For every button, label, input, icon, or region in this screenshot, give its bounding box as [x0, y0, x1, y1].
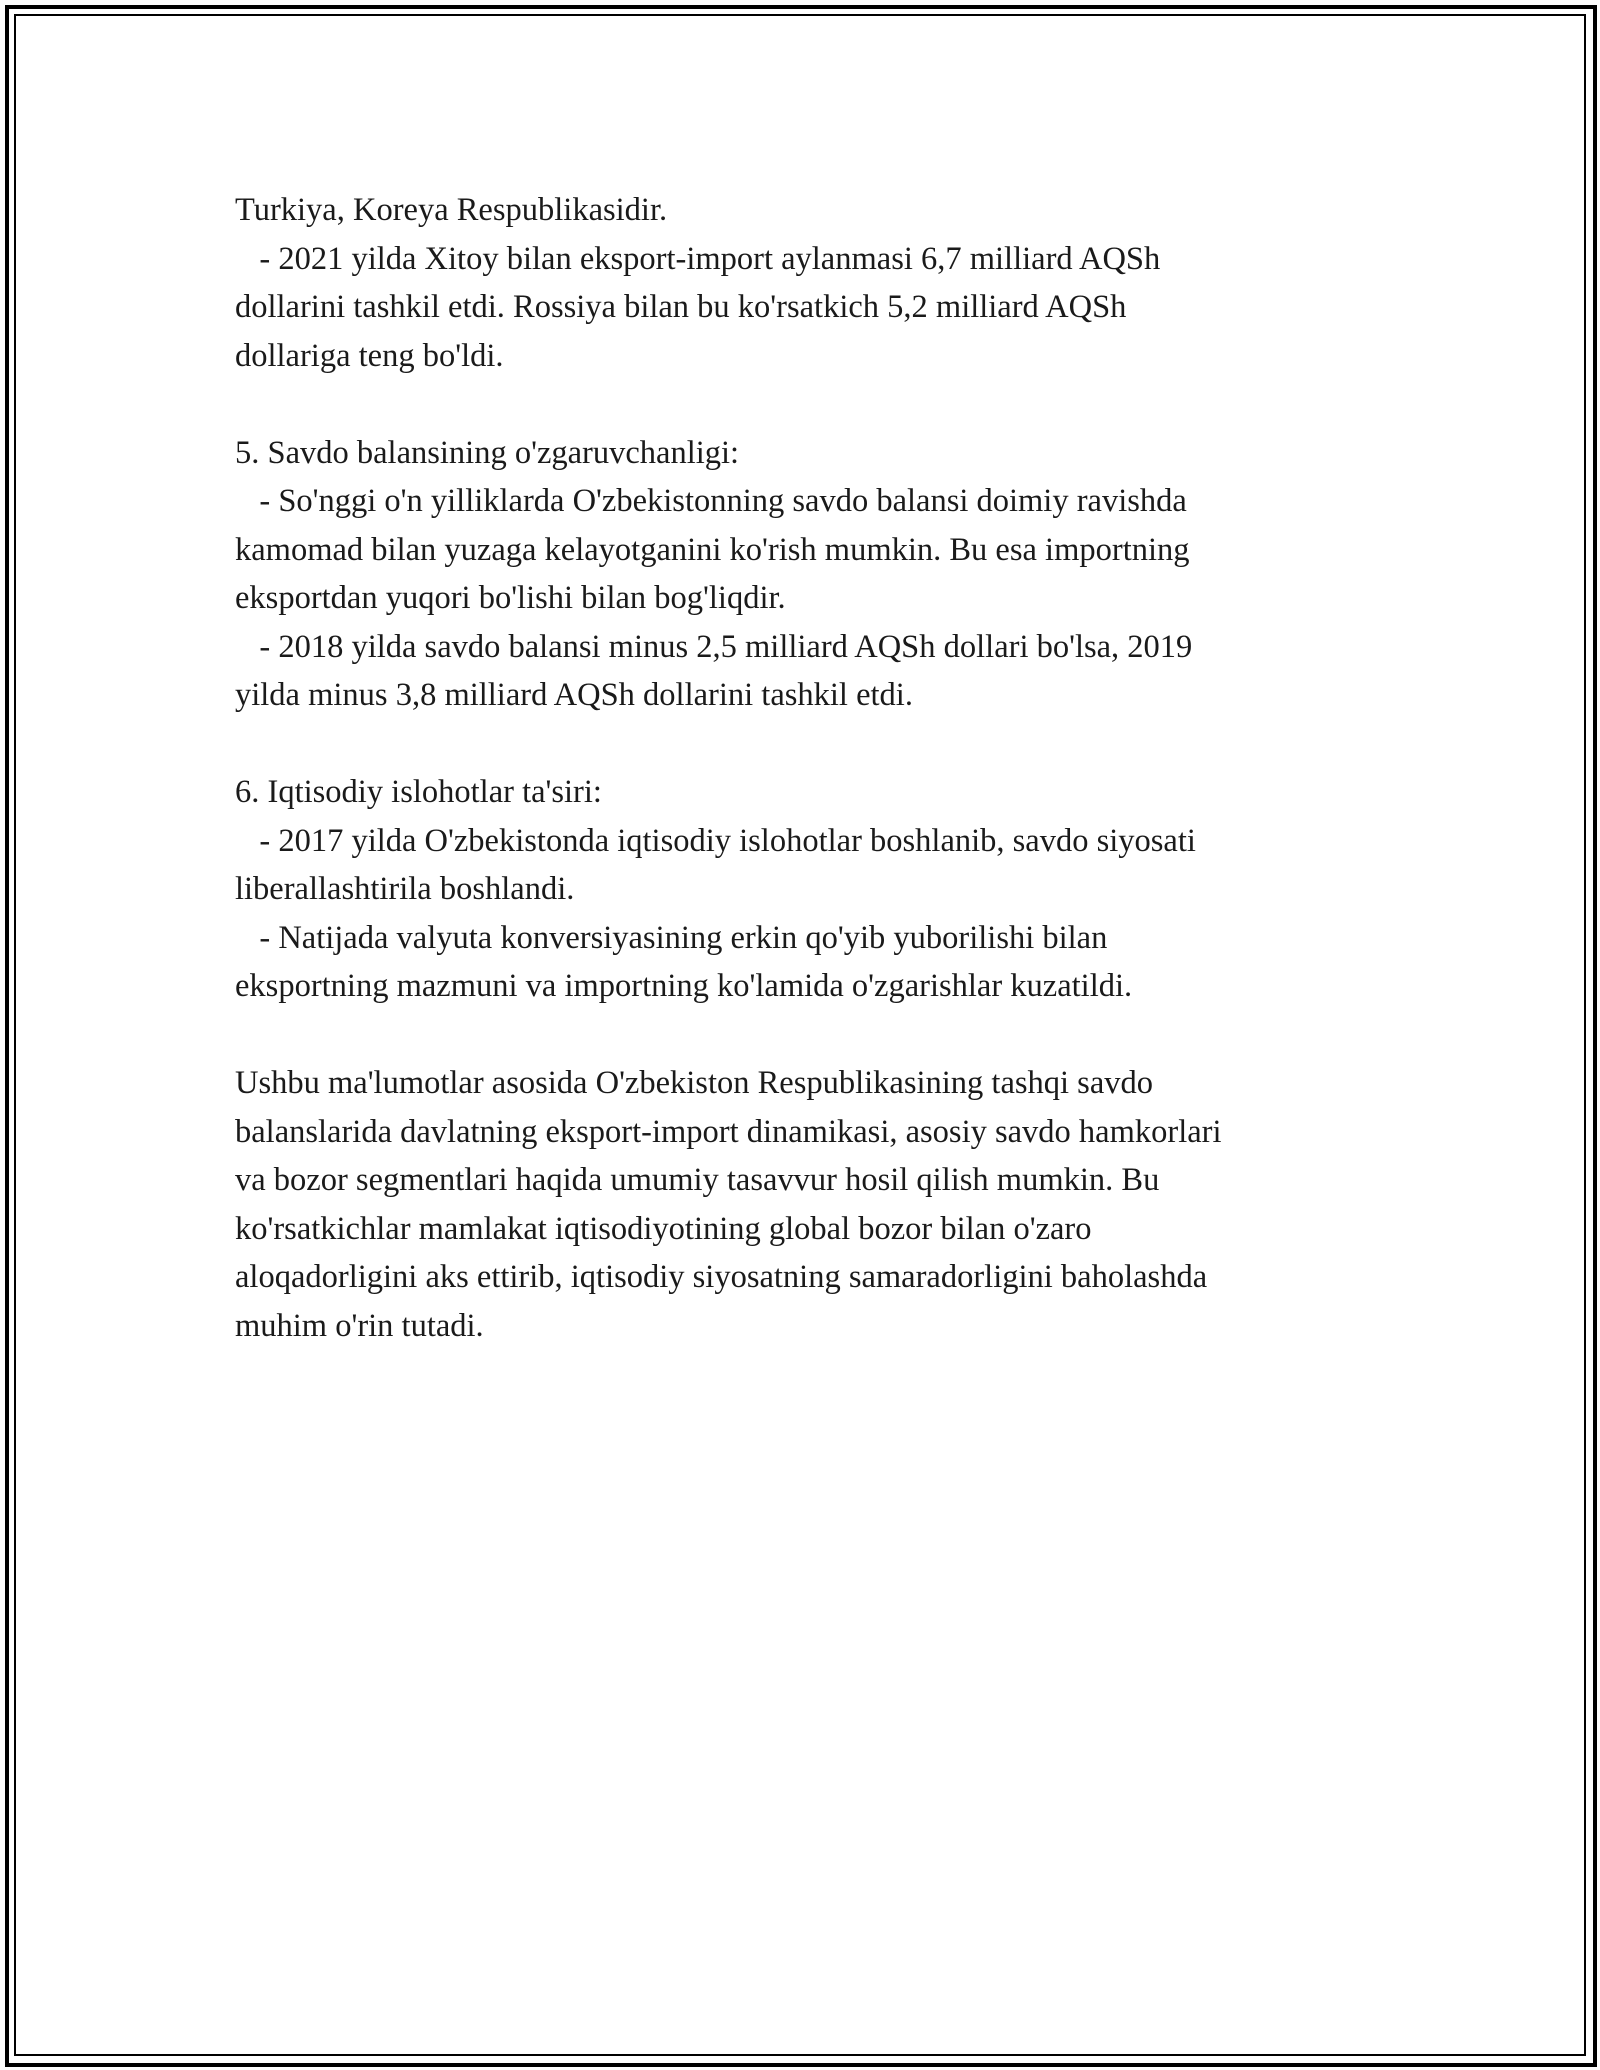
- text-line: Turkiya, Koreya Respublikasidir.: [235, 192, 668, 228]
- document-body: [235, 186, 1385, 1350]
- text-line: kamomad bilan yuzaga kelayotganini ko'rish mumkin. Bu esa importning: [235, 531, 1190, 568]
- blank-line: [235, 1011, 1385, 1060]
- text-line: - Natijada valyuta konversiyasining erkin qo'yib yuborilishi bilan: [235, 919, 1108, 956]
- blank-line: [235, 720, 1385, 769]
- text-line: - 2021 yilda Xitoy bilan eksport-import aylanmasi 6,7 milliard AQSh: [235, 240, 1161, 277]
- text-line: ko'rsatkichlar mamlakat iqtisodiyotining global bozor bilan o'zaro: [235, 1210, 1092, 1247]
- text-line: Ushbu ma'lumotlar asosida O'zbekiston Respublikasining tashqi savdo: [235, 1065, 1153, 1101]
- text-line: muhim o'rin tutadi.: [235, 1307, 484, 1344]
- text-line: eksportdan yuqori bo'lishi bilan bog'liqdir.: [235, 580, 786, 616]
- text-line: aloqadorligini aks ettirib, iqtisodiy siyosatning samaradorligini baholashda: [235, 1259, 1208, 1295]
- section-heading: 5. Savdo balansining o'zgaruvchanligi:: [235, 434, 740, 471]
- section-heading: 6. Iqtisodiy islohotlar ta'siri:: [235, 774, 602, 810]
- text-line: - 2017 yilda O'zbekistonda iqtisodiy islohotlar boshlanib, savdo siyosati: [235, 822, 1196, 859]
- text-line: - 2018 yilda savdo balansi minus 2,5 milliard AQSh dollari bo'lsa, 2019: [235, 628, 1193, 665]
- blank-line: [235, 380, 1385, 429]
- text-line: - So'nggi o'n yilliklarda O'zbekistonning savdo balansi doimiy ravishda: [235, 483, 1187, 519]
- text-line: yilda minus 3,8 milliard AQSh dollarini tashkil etdi.: [235, 677, 913, 713]
- text-line: dollariga teng bo'ldi.: [235, 337, 504, 374]
- text-line: eksportning mazmuni va importning ko'lamida o'zgarishlar kuzatildi.: [235, 968, 1133, 1004]
- text-line: dollarini tashkil etdi. Rossiya bilan bu ko'rsatkich 5,2 milliard AQSh: [235, 289, 1127, 325]
- text-line: liberallashtirila boshlandi.: [235, 871, 575, 907]
- text-line: balanslarida davlatning eksport-import dinamikasi, asosiy savdo hamkorlari: [235, 1113, 1222, 1150]
- text-line: va bozor segmentlari haqida umumiy tasavvur hosil qilish mumkin. Bu: [235, 1162, 1160, 1198]
